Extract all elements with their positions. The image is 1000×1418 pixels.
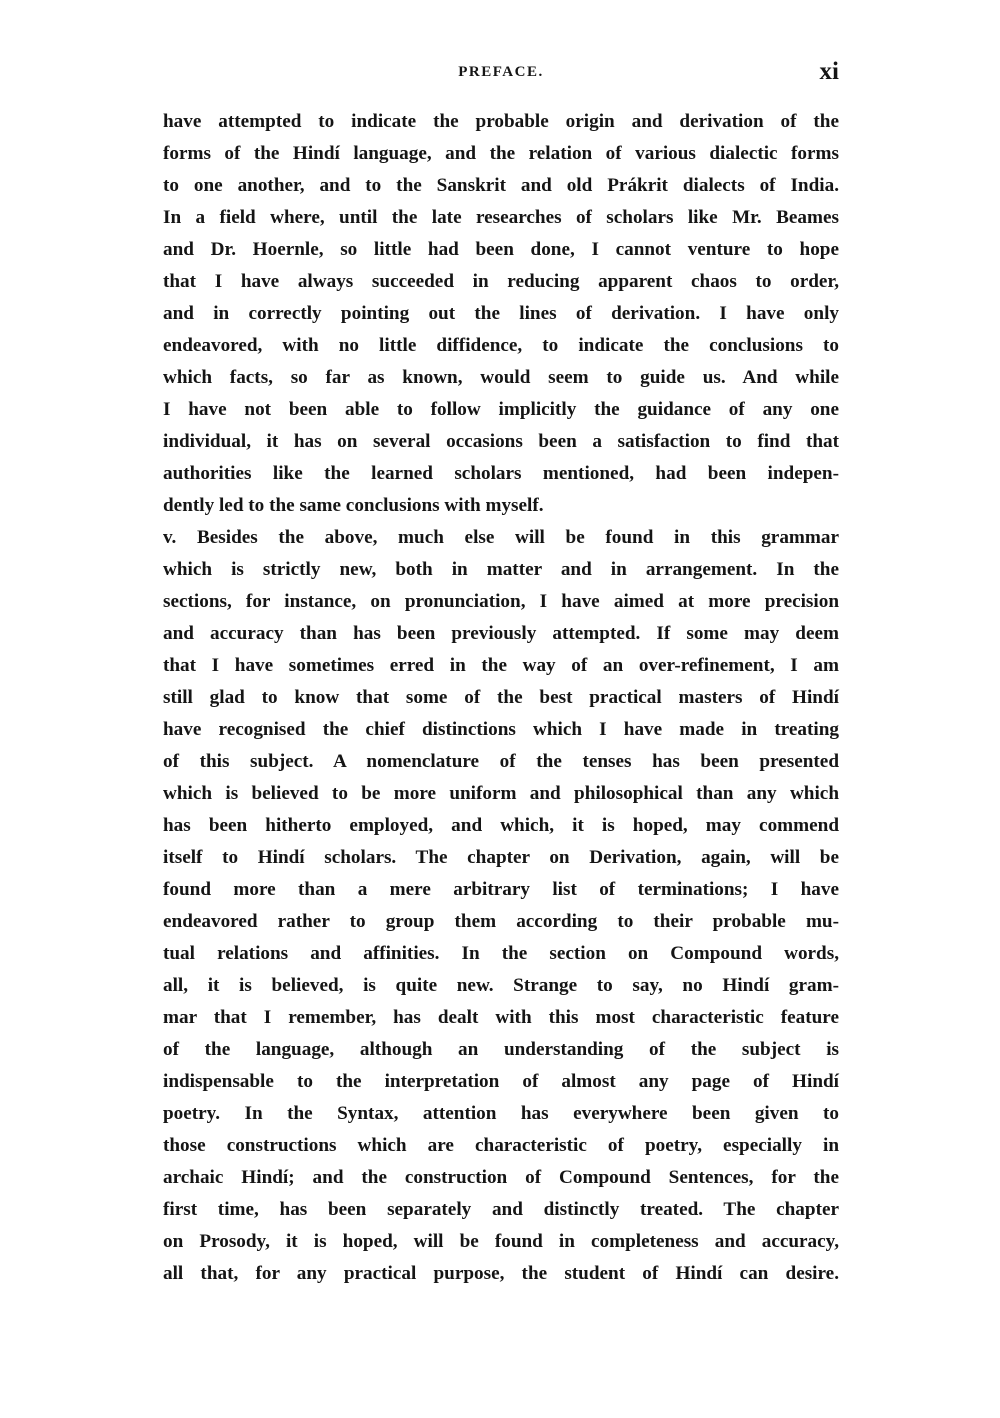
text-line: v. Besides the above, much else will be found in this grammar <box>163 527 839 548</box>
running-title: PREFACE. <box>458 64 544 80</box>
text-line: has been hitherto employed, and which, it is hoped, may commend <box>163 815 839 836</box>
text-line: sections, for instance, on pronunciation, I have aimed at more precision <box>163 591 839 612</box>
text-line: authorities like the learned scholars mentioned, had been indepen- <box>163 463 839 484</box>
text-line: first time, has been separately and distinctly treated. The chapter <box>163 1199 839 1220</box>
text-line: and accuracy than has been previously attempted. If some may deem <box>163 623 839 644</box>
text-line: endeavored rather to group them according to their probable mu- <box>163 911 839 932</box>
text-line: individual, it has on several occasions been a satisfaction to find that <box>163 431 839 452</box>
text-line: of the language, although an understanding of the subject is <box>163 1039 839 1060</box>
paragraph-derivation <box>163 106 839 522</box>
text-line: have recognised the chief distinctions which I have made in treating <box>163 719 839 740</box>
paragraph-v-new-matter <box>163 522 839 1290</box>
text-line: endeavored, with no little diffidence, to indicate the conclusions to <box>163 335 839 356</box>
text-line: on Prosody, it is hoped, will be found in completeness and accuracy, <box>163 1231 839 1252</box>
text-line: to one another, and to the Sanskrit and old Prákrit dialects of India. <box>163 175 839 196</box>
text-line: still glad to know that some of the best practical masters of Hindí <box>163 687 839 708</box>
text-line: those constructions which are characteristic of poetry, especially in <box>163 1135 839 1156</box>
text-line: and in correctly pointing out the lines of derivation. I have only <box>163 303 839 324</box>
text-line: found more than a mere arbitrary list of terminations; I have <box>163 879 839 900</box>
text-line: tual relations and affinities. In the section on Compound words, <box>163 943 839 964</box>
text-line: forms of the Hindí language, and the relation of various dialectic forms <box>163 143 839 164</box>
text-line: dently led to the same conclusions with myself. <box>163 495 544 516</box>
text-line: which facts, so far as known, would seem to guide us. And while <box>163 367 839 388</box>
text-line: which is believed to be more uniform and philosophical than any which <box>163 783 839 804</box>
text-line: mar that I remember, has dealt with this most characteristic feature <box>163 1007 839 1028</box>
text-line: archaic Hindí; and the construction of Compound Sentences, for the <box>163 1167 839 1188</box>
text-line: all, it is believed, is quite new. Strange to say, no Hindí gram- <box>163 975 839 996</box>
text-line: all that, for any practical purpose, the student of Hindí can desire. <box>163 1263 839 1284</box>
body-text <box>163 106 839 1290</box>
text-line: In a field where, until the late researches of scholars like Mr. Beames <box>163 207 839 228</box>
text-line: poetry. In the Syntax, attention has everywhere been given to <box>163 1103 839 1124</box>
page-number: xi <box>819 58 839 85</box>
text-line: of this subject. A nomenclature of the tenses has been presented <box>163 751 839 772</box>
text-line: that I have sometimes erred in the way of an over-refinement, I am <box>163 655 839 676</box>
text-line: have attempted to indicate the probable origin and derivation of the <box>163 111 839 132</box>
text-line: which is strictly new, both in matter and in arrangement. In the <box>163 559 839 580</box>
text-line: itself to Hindí scholars. The chapter on Derivation, again, will be <box>163 847 839 868</box>
text-line: that I have always succeeded in reducing apparent chaos to order, <box>163 271 839 292</box>
running-head <box>163 58 839 88</box>
text-line: I have not been able to follow implicitly the guidance of any one <box>163 399 839 420</box>
text-line: and Dr. Hoernle, so little had been done, I cannot venture to hope <box>163 239 839 260</box>
text-line: indispensable to the interpretation of almost any page of Hindí <box>163 1071 839 1092</box>
